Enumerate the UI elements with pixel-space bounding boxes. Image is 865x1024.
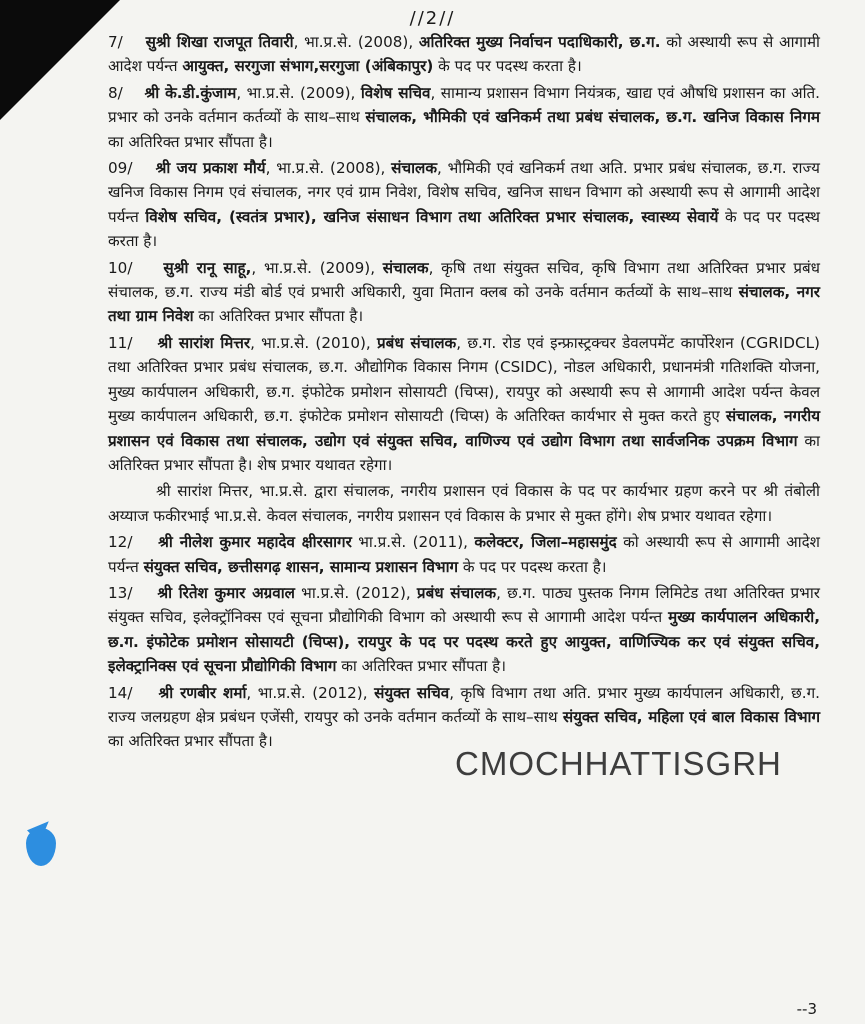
bold-text: सुश्री शिखा राजपूत तिवारी <box>145 33 294 51</box>
paragraph-number: 09/ <box>108 159 156 178</box>
body-text: के पद पर पदस्थ करता है। <box>458 557 607 576</box>
body-text: के पद पर पदस्थ करता है। <box>108 207 820 251</box>
body-text: का अतिरिक्त प्रभार सौंपता है। <box>193 307 364 326</box>
bold-text: श्री के.डी.कुंजाम <box>144 83 237 102</box>
body-text: को अस्थायी रूप से आगामी आदेश पर्यन्त <box>108 533 820 576</box>
paragraph-number: 7/ <box>108 33 146 51</box>
body-text: , छ.ग. रोड एवं इन्फ्रास्ट्रक्चर डेवलपमेंट कार्पोरेशन (CGRIDCL) तथा अतिरिक्त प्रभार प्रबंध संचालक, छ.ग. औद्योगिक विकास निगम (CSIDC), नोडल अधिकारी, प्रधानमंत्री गतिशक्ति योजना, मुख्य कार्यपालन अधिकारी, छ.ग. इंफोटेक प्रमोशन सोसायटी (चिप्स), रायपुर को अस्थायी रूप से आगामी आदेश पर्यन्त केवल मुख्य कार्यपालन अधिकारी, छ.ग. इंफोटेक प्रमोशन सोसायटी (चिप्स) के अतिरिक्त कार्यभार से मुक्त करते हुए <box>108 333 820 426</box>
body-text: भा.प्र.से. (2011), <box>351 533 475 552</box>
bold-text: प्रबंध संचालक <box>416 583 497 602</box>
bold-text: संचालक, भौमिकी एवं खनिकर्म तथा प्रबंध संचालक, छ.ग. खनिज विकास निगम <box>365 108 820 127</box>
body-text: का अतिरिक्त प्रभार सौंपता है। शेष प्रभार यथावत रहेगा। <box>108 431 820 474</box>
paragraph-number: 11/ <box>108 333 158 352</box>
order-paragraph <box>108 156 820 254</box>
page-number: //2// <box>409 8 456 29</box>
bold-text: संचालक <box>391 159 437 178</box>
paragraph-number: 14/ <box>108 683 159 702</box>
body-text: के पद पर पदस्थ करता है। <box>433 57 582 76</box>
body-text: भा.प्र.से. (2012), <box>294 583 417 602</box>
bold-text: विशेष सचिव, (स्वतंत्र प्रभार), खनिज संसाधन विभाग तथा अतिरिक्त प्रभार संचालक, स्वास्थ्य सेवायें <box>145 207 719 226</box>
body-text: का अतिरिक्त प्रभार सौंपता है। <box>108 132 273 151</box>
bold-text: कलेक्टर, जिला–महासमुंद <box>474 533 617 552</box>
watermark: CMOCHHATTISGRH <box>455 745 782 782</box>
bold-text: श्री रणबीर शर्मा <box>158 683 247 702</box>
order-paragraph <box>108 479 820 528</box>
bold-text: मुख्य कार्यपालन अधिकारी, छ.ग. इंफोटेक प्रमोशन सोसायटी (चिप्स), रायपुर के पद पर पदस्थ करते हुए आयुक्त, वाणिज्यिक कर एवं संयुक्त सचिव, इलेक्ट्रानिक्स एवं सूचना प्रौद्योगिकी विभाग <box>108 608 820 676</box>
order-body <box>108 30 820 756</box>
bold-text: संयुक्त सचिव, छत्तीसगढ़ शासन, सामान्य प्रशासन विभाग <box>143 557 459 576</box>
body-text: , भा.प्र.से. (2010), <box>250 333 378 352</box>
order-paragraph <box>108 30 820 79</box>
order-paragraph <box>108 581 820 679</box>
bold-text: अतिरिक्त मुख्य निर्वाचन पदाधिकारी, छ.ग. <box>418 33 661 51</box>
water-drop-icon <box>26 828 56 866</box>
bold-text: सुश्री रानू साहू, <box>163 258 252 277</box>
bold-text: श्री सारांश मित्तर <box>157 333 251 352</box>
bold-text: विशेष सचिव <box>360 83 431 102</box>
body-text: , कृषि विभाग तथा अति. प्रभार मुख्य कार्यपालन अधिकारी, छ.ग. राज्य जलग्रहण क्षेत्र प्रबंधन एजेंसी, रायपुर को उनके वर्तमान कर्तव्यों के साथ–साथ <box>108 683 820 726</box>
next-page-marker: --3 <box>796 1000 817 1018</box>
body-text: , कृषि तथा संयुक्त सचिव, कृषि विभाग तथा अतिरिक्त प्रभार प्रबंध संचालक, छ.ग. राज्य मंडी बोर्ड एवं प्रभारी अधिकारी, युवा मितान क्लब को उनके वर्तमान कर्तव्यों के साथ–साथ <box>108 258 820 302</box>
order-paragraph <box>108 81 820 154</box>
body-text: , सामान्य प्रशासन विभाग नियंत्रक, खाद्य एवं औषधि प्रशासन का अति. प्रभार को उनके वर्तमान कर्तव्यों के साथ–साथ <box>108 83 820 127</box>
order-paragraph <box>108 530 820 579</box>
order-paragraph <box>108 256 820 329</box>
order-paragraph <box>108 681 820 754</box>
body-text: , भा.प्र.से. (2009), <box>236 83 361 102</box>
order-paragraph <box>108 331 820 477</box>
body-text: , भा.प्र.से. (2009), <box>251 258 383 277</box>
paragraph-number: 8/ <box>108 83 145 102</box>
body-text: , भा.प्र.से. (2008), <box>293 33 419 51</box>
bold-text: संचालक <box>382 258 429 277</box>
bold-text: संयुक्त सचिव <box>374 683 450 702</box>
body-text: को अस्थायी रूप से आगामी आदेश पर्यन्त <box>108 33 820 76</box>
bold-text: आयुक्त, सरगुजा संभाग,सरगुजा (अंबिकापुर) <box>182 57 434 76</box>
bold-text: संचालक, नगर तथा ग्राम निवेश <box>108 283 820 326</box>
body-text: का अतिरिक्त प्रभार सौंपता है। <box>336 657 506 676</box>
bold-text: श्री रितेश कुमार अग्रवाल <box>157 583 295 602</box>
body-text: , छ.ग. पाठ्य पुस्तक निगम लिमिटेड तथा अतिरिक्त प्रभार संयुक्त सचिव, इलेक्ट्रॉनिक्स एवं सूचना प्रौद्योगिकी विभाग को अस्थायी रूप से आगामी आदेश पर्यन्त <box>108 583 820 627</box>
body-text: का अतिरिक्त प्रभार सौंपता है। <box>108 732 273 751</box>
bold-text: श्री जय प्रकाश मौर्य <box>155 159 266 178</box>
paragraph-number: 10/ <box>108 258 164 277</box>
bold-text: संचालक, नगरीय प्रशासन एवं विकास तथा संचालक, उद्योग एवं संयुक्त सचिव, वाणिज्य एवं उद्योग विभाग तथा सार्वजनिक उपक्रम विभाग <box>108 407 820 450</box>
body-text: , भा.प्र.से. (2012), <box>246 683 375 702</box>
body-text: श्री सारांश मित्तर, भा.प्र.से. द्वारा संचालक, नगरीय प्रशासन एवं विकास के पद पर कार्यभार ग्रहण करने पर श्री तंबोली अय्याज फकीरभाई भा.प्र.से. केवल संचालक, नगरीय प्रशासन एवं विकास के प्रभार से मुक्त होंगे। शेष प्रभार यथावत रहेगा। <box>108 482 820 525</box>
body-text: , भौमिकी एवं खनिकर्म तथा अति. प्रभार प्रबंध संचालक, छ.ग. राज्य खनिज विकास निगम एवं संचालक, नगर एवं ग्राम निवेश, विशेष सचिव, खनिज साधन विभाग को अस्थायी रूप से आगामी आदेश पर्यन्त <box>108 159 820 226</box>
body-text: , भा.प्र.से. (2008), <box>265 159 392 178</box>
bold-text: प्रबंध संचालक <box>377 333 457 352</box>
paragraph-number: 13/ <box>108 583 158 602</box>
bold-text: श्री नीलेश कुमार महादेव क्षीरसागर <box>158 533 352 552</box>
paragraph-number: 12/ <box>108 533 159 552</box>
bold-text: संयुक्त सचिव, महिला एवं बाल विकास विभाग <box>562 707 820 726</box>
